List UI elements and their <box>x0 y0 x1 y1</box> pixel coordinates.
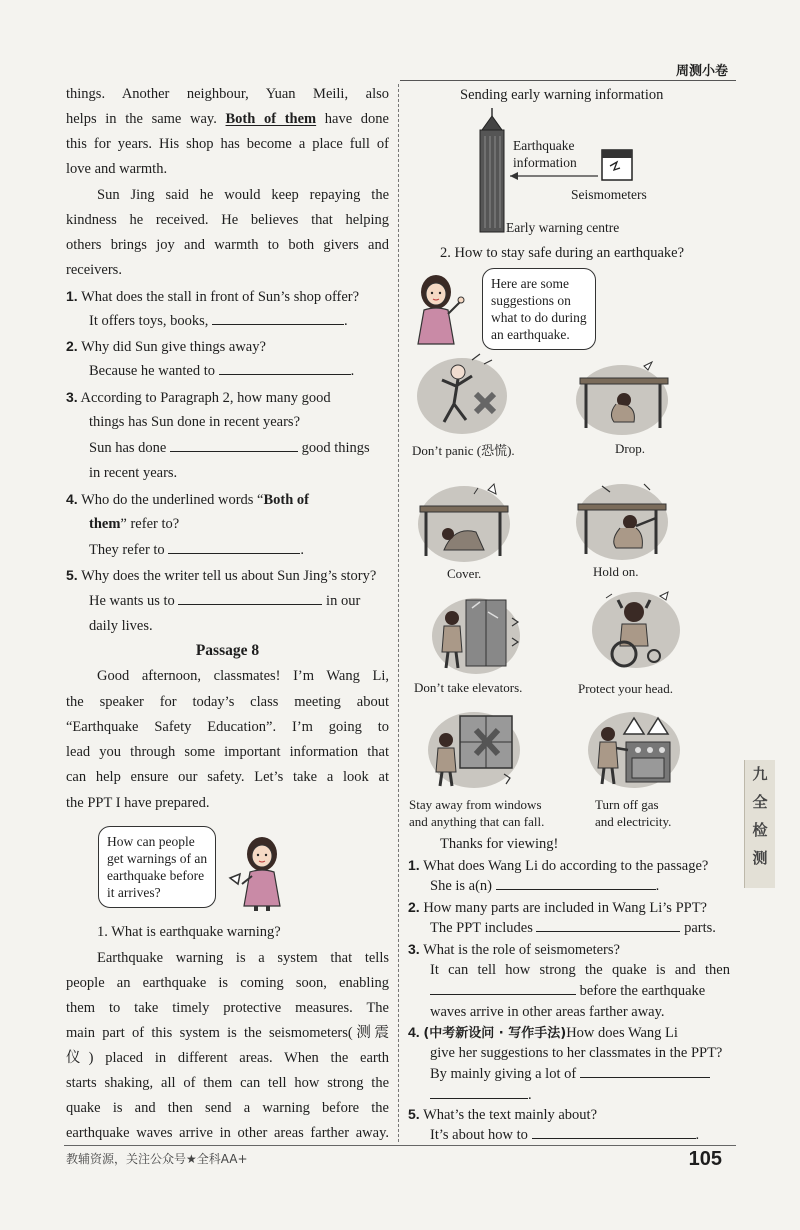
page-number: 105 <box>688 1148 722 1170</box>
answer-2: Because he wanted to . <box>89 359 354 384</box>
text-line: people an earthquake is coming soon, enabling <box>66 975 389 991</box>
answer-5: He wants us to in our <box>89 589 360 614</box>
text-line: them to take timely protective measures. The <box>66 1000 389 1016</box>
text-line: things. Another neighbour, Yuan Meili, also <box>66 86 389 102</box>
answer-blank[interactable] <box>430 1084 528 1099</box>
text-line: Earthquake warning is a system that tells <box>97 950 389 966</box>
tip-caption: Don’t panic (恐慌). <box>412 443 515 458</box>
dont-panic-icon <box>414 352 510 436</box>
question-tag: (中考新设问 · 写作手法) <box>423 1026 567 1041</box>
answer-4-cont: . <box>430 1083 532 1108</box>
question-4-cont: them” refer to? <box>89 516 180 532</box>
text-line: “Earthquake Safety Education”. I’m going to <box>66 719 389 735</box>
text-line: main part of this system is the seismometers(测震 <box>66 1025 389 1041</box>
answer-3: Sun has done good things <box>89 436 370 461</box>
diagram-label: Early warning centre <box>506 220 620 235</box>
question-5: 5. What’s the text mainly about? <box>408 1106 598 1123</box>
question-4-cont: give her suggestions to her classmates in the PPT? <box>430 1045 723 1061</box>
answer-4: They refer to . <box>89 538 304 563</box>
question-4: 4. (中考新设问 · 写作手法)How does Wang Li <box>408 1024 678 1041</box>
tip-caption: Stay away from windows <box>409 797 542 812</box>
text-line: others brings joy and warmth to both givers and <box>66 237 389 253</box>
question-1: 1. What does Wang Li do according to the passage? <box>408 857 709 874</box>
speech-bubble: Here are some suggestions on what to do during an earthquake. <box>482 268 596 350</box>
column-divider <box>398 84 399 1142</box>
tip-caption: Drop. <box>615 441 645 456</box>
answer-3-cont: before the earthquake <box>430 979 705 1004</box>
tip-caption: Turn off gas <box>595 797 659 812</box>
answer-blank[interactable] <box>168 539 300 554</box>
question-1: 1. What does the stall in front of Sun’s shop offer? <box>66 288 360 305</box>
window-icon <box>424 706 524 790</box>
cover-icon <box>414 480 514 564</box>
tip-caption: Cover. <box>447 566 482 581</box>
passage-title: Passage 8 <box>195 642 260 659</box>
answer-5: It’s about how to . <box>430 1123 699 1148</box>
answer-blank[interactable] <box>496 875 656 890</box>
drop-icon <box>572 356 672 436</box>
gas-icon <box>584 704 684 790</box>
tip-caption: Hold on. <box>593 564 639 579</box>
answer-3-cont: in recent years. <box>89 465 178 481</box>
girl-icon <box>410 272 472 348</box>
question-5: 5. Why does the writer tell us about Sun Jing’s story? <box>66 567 377 584</box>
text-line: earthquake waves arrive in other areas farther away. <box>66 1125 389 1141</box>
diagram-label: Earthquake <box>513 138 575 153</box>
underlined-words: Both of them <box>225 111 317 127</box>
hold-on-icon <box>572 478 672 562</box>
answer-blank[interactable] <box>430 980 576 995</box>
answer-blank[interactable] <box>170 437 298 452</box>
elevator-icon <box>428 588 524 676</box>
text-line: the speaker for today’s class meeting about <box>66 694 389 710</box>
footer-rule <box>64 1145 736 1146</box>
tip-caption: Protect your head. <box>578 681 673 696</box>
answer-blank[interactable] <box>536 917 680 932</box>
text-line: starts shaking, all of them can tell how strong the <box>66 1075 389 1091</box>
answer-5-cont: daily lives. <box>89 618 153 634</box>
diagram-title: Sending early warning information <box>460 87 664 103</box>
text-line: 仪) placed in different areas. When the earth <box>66 1050 389 1066</box>
text-line: this for years. His shop has become a place full of <box>66 136 389 152</box>
speech-bubble: How can people get warnings of an earthquake before it arrives? <box>98 826 216 908</box>
question-3: 3. According to Paragraph 2, how many good <box>66 389 331 406</box>
warning-diagram <box>470 108 650 236</box>
header-rule <box>400 80 736 81</box>
answer-blank[interactable] <box>212 310 344 325</box>
protect-head-icon <box>588 588 684 672</box>
answer-blank[interactable] <box>219 360 351 375</box>
thanks-text: Thanks for viewing! <box>440 836 559 852</box>
footer-note: 教辅资源，关注公众号★全科AA+ <box>66 1152 248 1166</box>
side-tab: 九 全 检 测 <box>744 760 775 888</box>
text-line: Good afternoon, classmates! I’m Wang Li, <box>97 668 389 684</box>
question-3: 3. What is the role of seismometers? <box>408 941 620 958</box>
section-header: 周测小卷 <box>675 64 728 79</box>
answer-1: She is a(n) . <box>430 874 659 899</box>
answer-4: By mainly giving a lot of <box>430 1062 710 1087</box>
question-2: 2. How many parts are included in Wang Li’s PPT? <box>408 899 707 916</box>
text-line: Sun Jing said he would keep repaying the <box>97 187 389 203</box>
answer-blank[interactable] <box>178 590 322 605</box>
answer-blank[interactable] <box>532 1124 696 1139</box>
answer-1: It offers toys, books, . <box>89 309 348 334</box>
tip-caption: and anything that can fall. <box>409 814 545 829</box>
text-line: lead you through some important information that <box>66 744 389 760</box>
answer-2: The PPT includes parts. <box>430 916 716 941</box>
text-line: the PPT I have prepared. <box>66 795 210 811</box>
text-line: love and warmth. <box>66 161 168 177</box>
question-4: 4. Who do the underlined words “Both of <box>66 491 310 508</box>
answer-3-cont: waves arrive in other areas farther away. <box>430 1004 665 1020</box>
diagram-label: information <box>513 155 577 170</box>
subheading-1: 1. What is earthquake warning? <box>97 924 281 940</box>
question-3-cont: things has Sun done in recent years? <box>89 414 301 430</box>
subheading-2: 2. How to stay safe during an earthquake? <box>440 245 685 261</box>
text-line: quake is and then send a warning before the <box>66 1100 389 1116</box>
girl-icon <box>228 832 290 912</box>
text-line: kindness he received. He believes that helping <box>66 212 389 228</box>
answer-3: It can tell how strong the quake is and then <box>430 962 730 978</box>
tip-caption: Don’t take elevators. <box>414 680 523 695</box>
answer-blank[interactable] <box>580 1063 710 1078</box>
question-2: 2. Why did Sun give things away? <box>66 338 266 355</box>
tip-caption: and electricity. <box>595 814 672 829</box>
text-line: helps in the same way. Both of them have done <box>66 111 389 127</box>
text-line: receivers. <box>66 262 122 278</box>
diagram-label: Seismometers <box>571 187 647 202</box>
text-line: can help ensure our safety. Let’s take a look at <box>66 769 389 785</box>
